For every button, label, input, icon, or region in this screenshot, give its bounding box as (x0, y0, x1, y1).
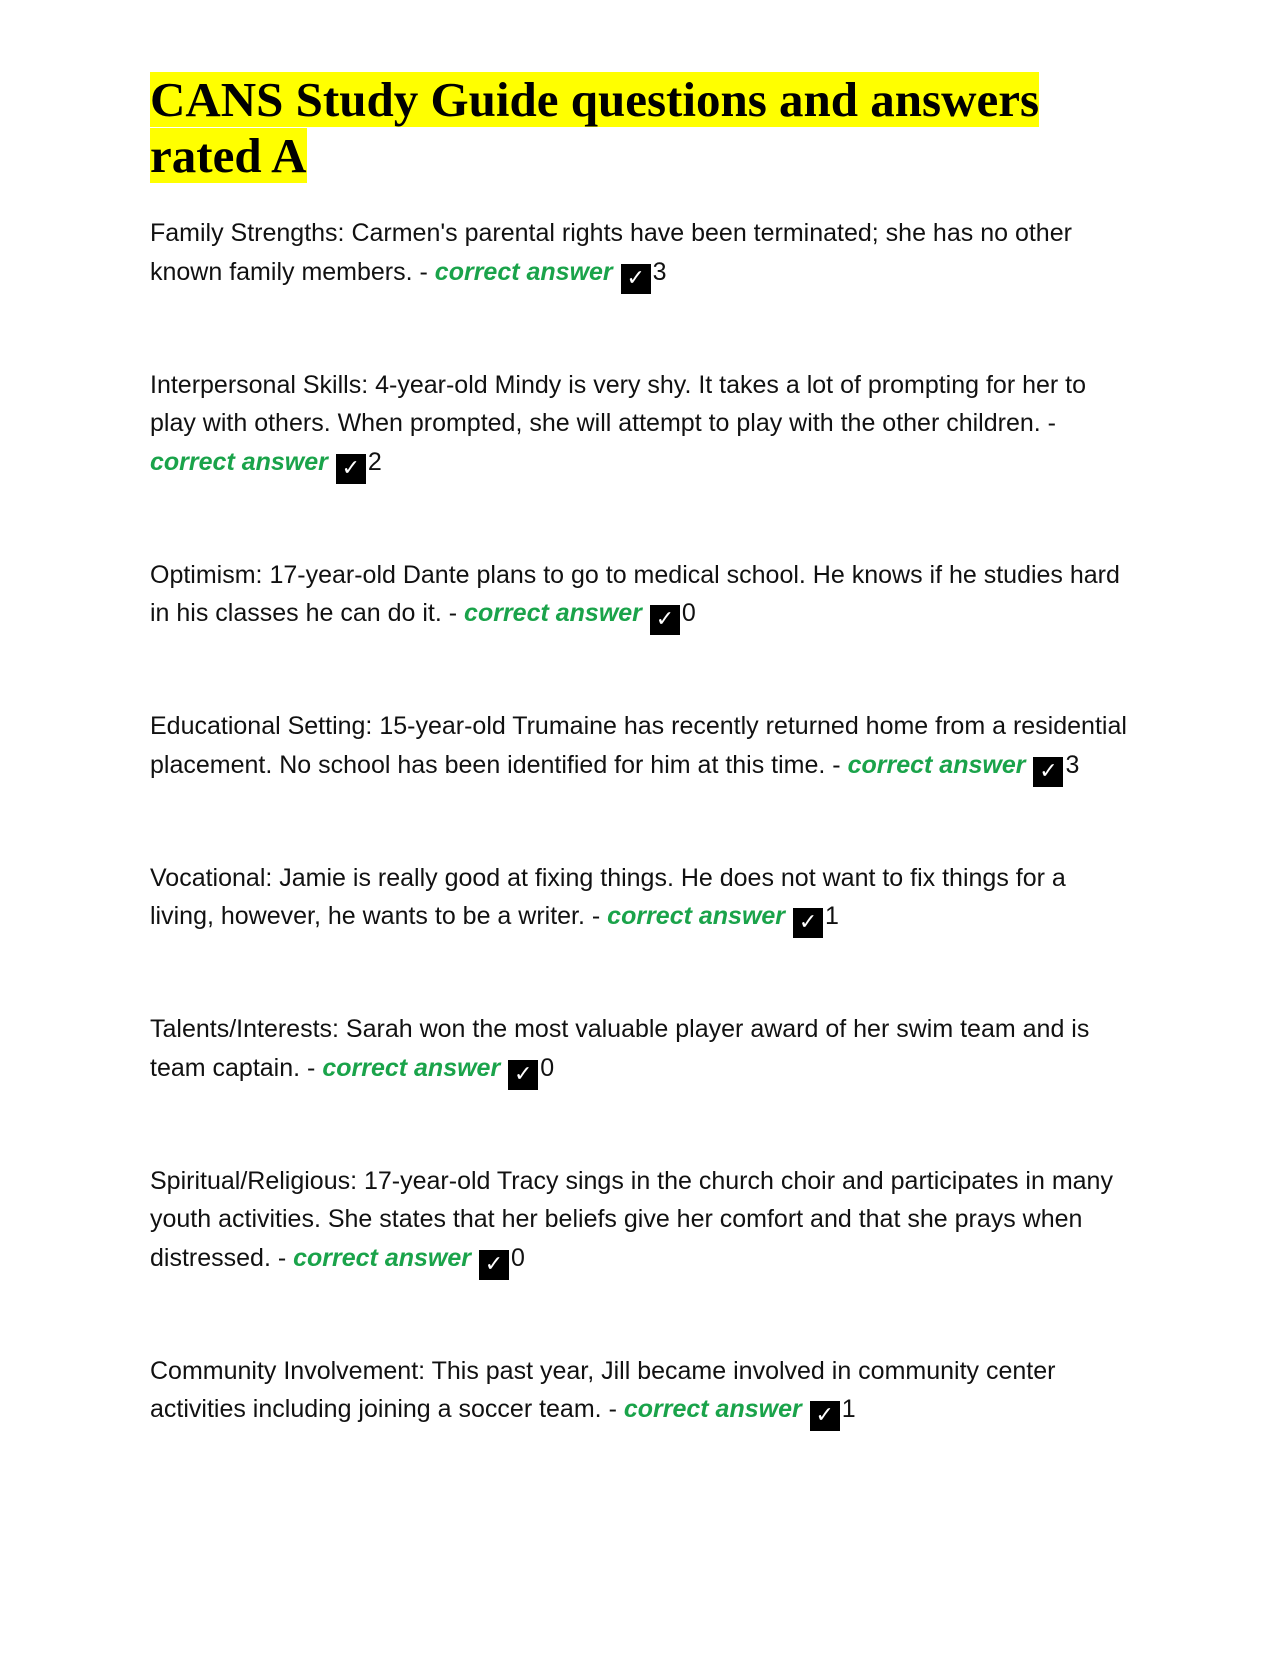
separator: - (441, 599, 465, 627)
correct-answer-label: correct answer (293, 1243, 471, 1272)
document-title (150, 72, 1135, 184)
checkmark-icon: ✓ (508, 1060, 538, 1090)
correct-answer-label: correct answer (623, 1395, 802, 1423)
qa-item (150, 1162, 1135, 1280)
qa-item (150, 556, 1135, 636)
correct-answer-label: correct answer (847, 750, 1026, 779)
question-text: Educational Setting: 15-year-old Trumaine has recently returned home from a residential placement. No school has been identified for him at this time. (150, 712, 1127, 779)
question-text: Vocational: Jamie is really good at fixing things. He does not want to fix things for a living, however, he wants to be a writer. (150, 863, 1066, 930)
correct-answer-label: correct answer (322, 1053, 501, 1082)
qa-item (150, 1352, 1135, 1432)
question-text: Talents/Interests: Sarah won the most valuable player award of her swim team and is team captain. (150, 1015, 1090, 1082)
separator: - (300, 1053, 323, 1082)
qa-item (150, 707, 1135, 787)
separator: - (1040, 409, 1056, 437)
checkmark-icon: ✓ (336, 454, 366, 484)
correct-answer-label: correct answer (607, 902, 786, 930)
checkmark-icon: ✓ (650, 605, 680, 635)
separator: - (825, 750, 848, 779)
checkmark-icon: ✓ (479, 1250, 509, 1280)
qa-item (150, 859, 1135, 939)
qa-item (150, 1010, 1135, 1090)
checkmark-icon: ✓ (810, 1401, 840, 1431)
correct-answer-label: correct answer (464, 599, 642, 627)
question-text: Interpersonal Skills: 4-year-old Mindy is very shy. It takes a lot of prompting for her to play with others. When prompted, she will attempt to play with the other children. (150, 370, 1087, 437)
question-text: Optimism: 17-year-old Dante plans to go to medical school. He knows if he studies hard in his classes he can do it. (150, 560, 1120, 627)
checkmark-icon: ✓ (793, 908, 823, 938)
question-text: Family Strengths: Carmen's parental rights have been terminated; she has no other known family members. (150, 219, 1072, 286)
checkmark-icon: ✓ (621, 264, 651, 294)
answer-value: 0 (510, 1243, 525, 1272)
separator: - (584, 902, 608, 930)
answer-value: 1 (825, 902, 839, 930)
answer-value: 0 (540, 1053, 555, 1082)
answer-value: 2 (367, 447, 382, 476)
correct-answer-label: correct answer (150, 447, 328, 476)
correct-answer-label: correct answer (434, 257, 613, 286)
qa-item (150, 366, 1135, 484)
title-highlight: CANS Study Guide questions and answers rated A (150, 72, 1040, 183)
separator: - (270, 1243, 294, 1272)
checkmark-icon: ✓ (1033, 757, 1063, 787)
answer-value: 0 (681, 599, 696, 627)
answer-value: 3 (1065, 750, 1080, 779)
answer-value: 3 (652, 257, 667, 286)
qa-item (150, 214, 1135, 294)
answer-value: 1 (841, 1395, 856, 1423)
separator: - (601, 1395, 624, 1423)
question-text: Spiritual/Religious: 17-year-old Tracy sings in the church choir and participates in many youth activities. She states that her beliefs give her comfort and that she prays when distressed. (150, 1166, 1113, 1272)
separator: - (412, 257, 435, 286)
document-page (150, 72, 1135, 1503)
question-text: Community Involvement: This past year, Jill became involved in community center activities including joining a soccer team. (150, 1356, 1056, 1423)
